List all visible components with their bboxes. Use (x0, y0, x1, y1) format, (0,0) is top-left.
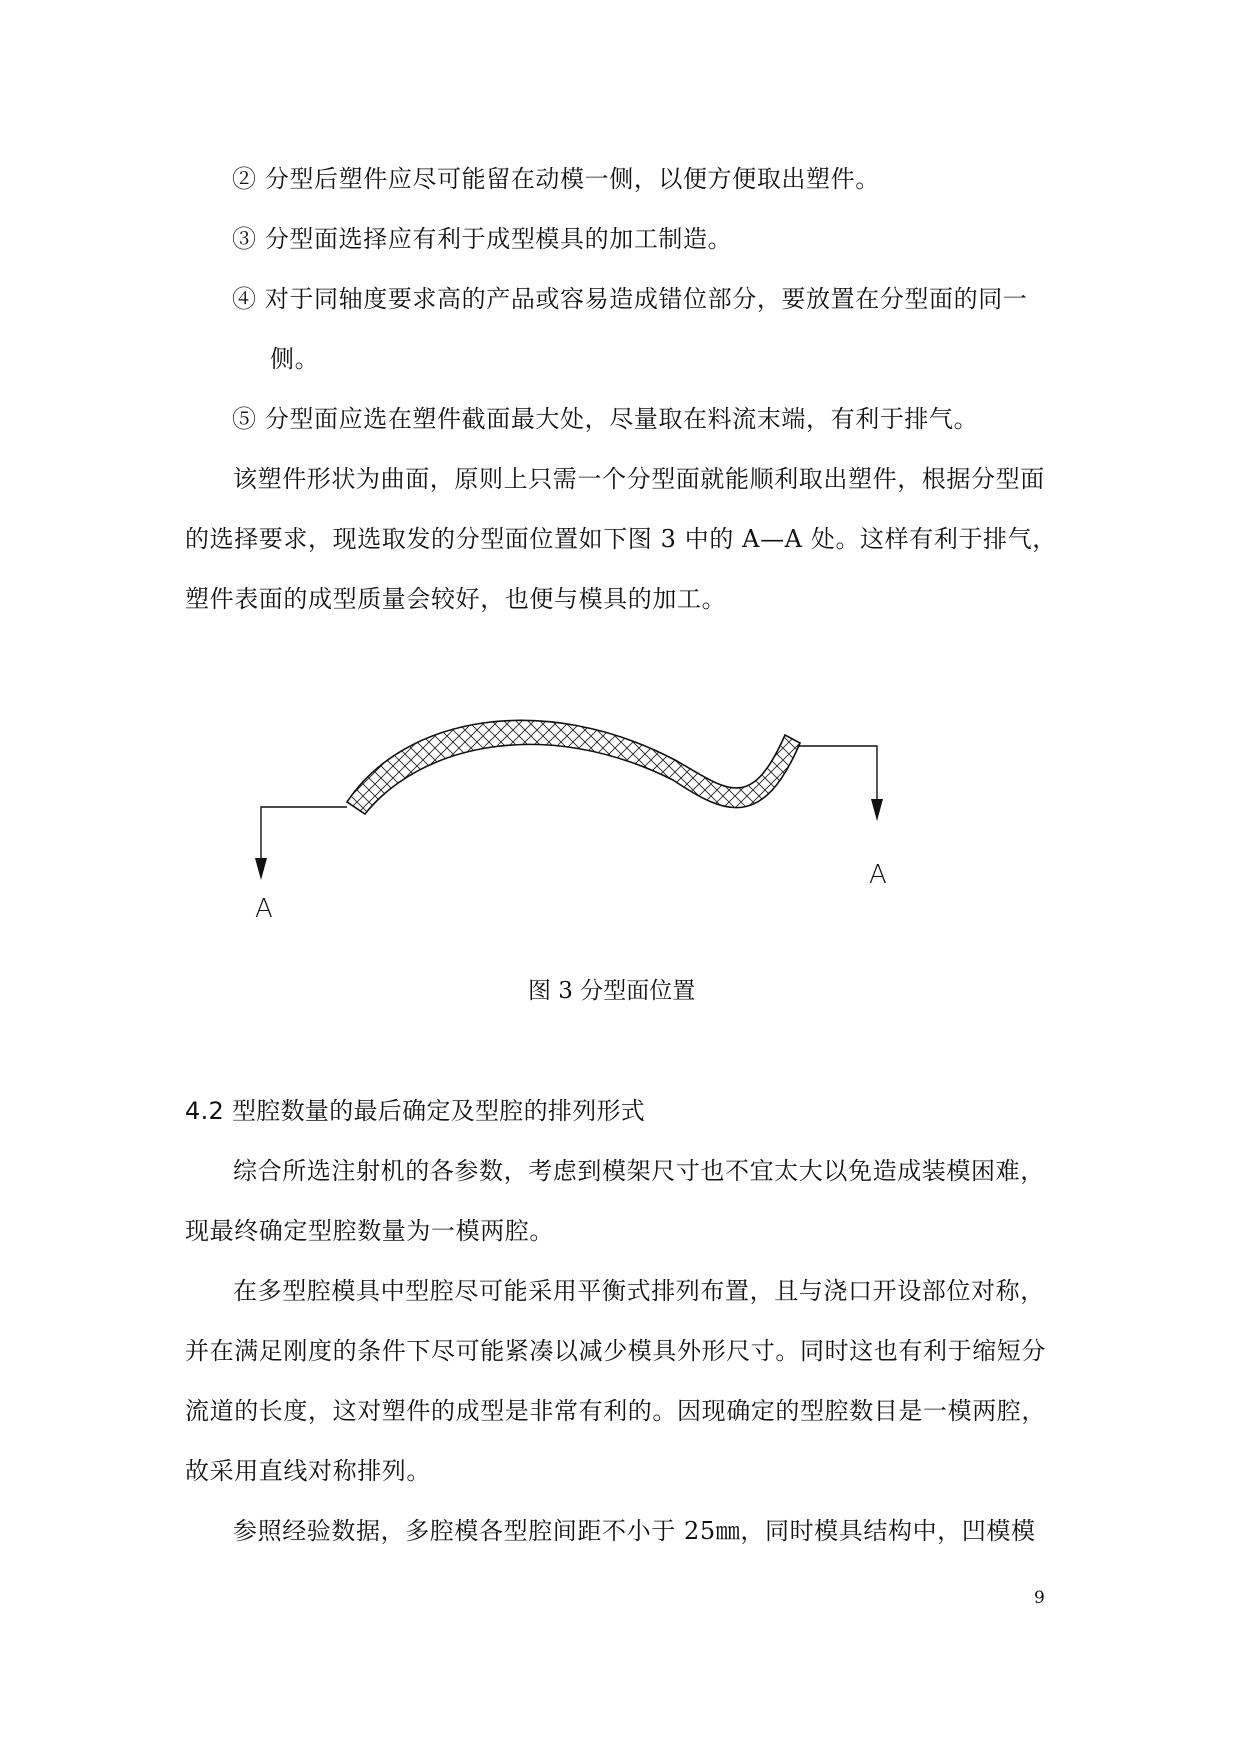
part-cross-section (347, 720, 800, 814)
para2-line-1: 综合所选注射机的各参数，考虑到模架尺寸也不宜太大以免造成装模困难， (233, 1157, 1045, 1185)
para2-line-2: 现最终确定型腔数量为一模两腔。 (185, 1217, 554, 1245)
figure-caption: 图 3 分型面位置 (528, 978, 696, 1004)
list-item-3: ③ 分型面选择应有利于成型模具的加工制造。 (232, 225, 733, 253)
page-number: 9 (1034, 1588, 1045, 1608)
list-item-4: ④ 对于同轴度要求高的产品或容易造成错位部分，要放置在分型面的同一 (232, 285, 1028, 313)
right-arrow-icon (871, 799, 883, 821)
para3-line-4: 故采用直线对称排列。 (185, 1457, 431, 1485)
para3-line-1: 在多型腔模具中型腔尽可能采用平衡式排列布置，且与浇口开设部位对称， (233, 1277, 1045, 1305)
left-parting-line (261, 807, 347, 860)
para3-line-2: 并在满足刚度的条件下尽可能紧凑以减少模具外形尺寸。同时这也有利于缩短分 (185, 1337, 1046, 1365)
right-section-label: A (869, 860, 887, 890)
para4-line-1: 参照经验数据，多腔模各型腔间距不小于 25㎜，同时模具结构中，凹模模 (233, 1517, 1036, 1545)
para1-line-3: 塑件表面的成型质量会较好，也便与模具的加工。 (185, 585, 727, 613)
left-section-label: A (255, 894, 273, 924)
left-arrow-icon (255, 858, 267, 880)
para3-line-3: 流道的长度，这对塑件的成型是非常有利的。因现确定的型腔数目是一模两腔， (185, 1397, 1046, 1425)
parting-surface-figure (255, 700, 1015, 940)
list-item-5: ⑤ 分型面应选在塑件截面最大处，尽量取在料流末端，有利于排气。 (232, 405, 979, 433)
section-heading: 4.2 型腔数量的最后确定及型腔的排列形式 (185, 1097, 646, 1125)
list-item-2: ② 分型后塑件应尽可能留在动模一侧，以便方便取出塑件。 (232, 165, 880, 193)
para1-line-2: 的选择要求，现选取发的分型面位置如下图 3 中的 A—A 处。这样有利于排气， (185, 525, 1057, 553)
parting-surface-diagram (255, 700, 1015, 940)
right-parting-line (797, 746, 877, 800)
list-item-4-continuation: 侧。 (270, 345, 320, 373)
para1-line-1: 该塑件形状为曲面，原则上只需一个分型面就能顺利取出塑件，根据分型面 (233, 465, 1045, 493)
